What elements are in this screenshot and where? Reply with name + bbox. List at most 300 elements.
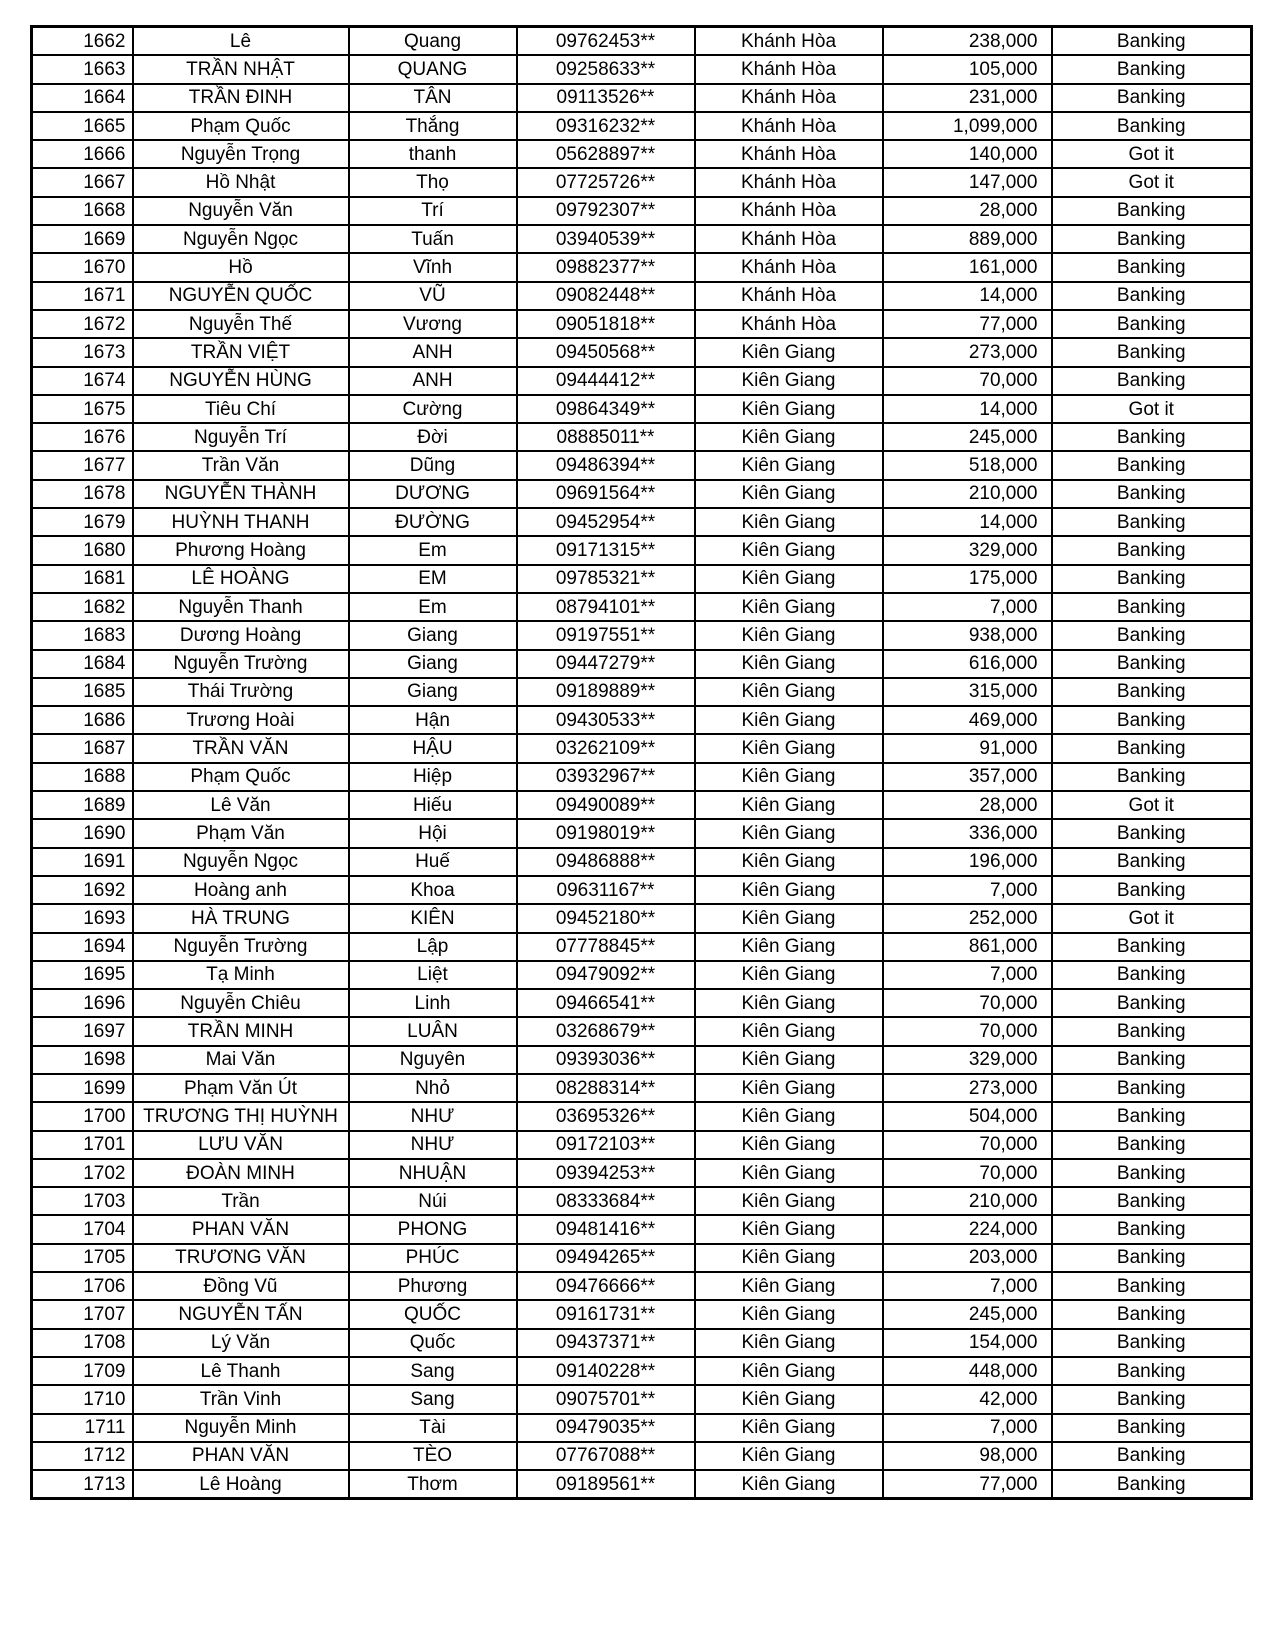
cell-last-name: Tạ Minh xyxy=(133,961,349,989)
cell-amount: 14,000 xyxy=(883,282,1052,310)
cell-province: Kiên Giang xyxy=(695,1357,883,1385)
cell-status: Banking xyxy=(1052,961,1252,989)
cell-status: Banking xyxy=(1052,451,1252,479)
cell-phone: 09882377** xyxy=(517,253,695,281)
cell-last-name: PHAN VĂN xyxy=(133,1442,349,1470)
cell-id: 1680 xyxy=(32,536,133,564)
cell-province: Khánh Hòa xyxy=(695,225,883,253)
cell-first-name: Vương xyxy=(349,310,517,338)
table-row xyxy=(32,734,1252,762)
cell-first-name: VŨ xyxy=(349,282,517,310)
cell-last-name: NGUYỄN HÙNG xyxy=(133,367,349,395)
cell-first-name: Thơm xyxy=(349,1470,517,1499)
cell-amount: 77,000 xyxy=(883,310,1052,338)
cell-province: Kiên Giang xyxy=(695,1102,883,1130)
cell-status: Banking xyxy=(1052,1074,1252,1102)
cell-phone: 09864349** xyxy=(517,395,695,423)
cell-phone: 09161731** xyxy=(517,1300,695,1328)
cell-id: 1689 xyxy=(32,791,133,819)
cell-phone: 08288314** xyxy=(517,1074,695,1102)
table-row xyxy=(32,1244,1252,1272)
cell-last-name: NGUYỄN TẤN xyxy=(133,1300,349,1328)
cell-status: Banking xyxy=(1052,1187,1252,1215)
table-row xyxy=(32,508,1252,536)
cell-amount: 14,000 xyxy=(883,395,1052,423)
cell-last-name: Nguyễn Trường xyxy=(133,933,349,961)
table-row xyxy=(32,282,1252,310)
cell-phone: 09486394** xyxy=(517,451,695,479)
cell-amount: 105,000 xyxy=(883,55,1052,83)
cell-amount: 329,000 xyxy=(883,1046,1052,1074)
cell-id: 1669 xyxy=(32,225,133,253)
cell-id: 1706 xyxy=(32,1272,133,1300)
cell-first-name: Hiếu xyxy=(349,791,517,819)
cell-first-name: ANH xyxy=(349,367,517,395)
cell-last-name: TRẦN ĐINH xyxy=(133,84,349,112)
cell-phone: 09494265** xyxy=(517,1244,695,1272)
cell-phone: 09792307** xyxy=(517,197,695,225)
cell-first-name: Nhỏ xyxy=(349,1074,517,1102)
table-row xyxy=(32,1385,1252,1413)
cell-amount: 154,000 xyxy=(883,1329,1052,1357)
table-row xyxy=(32,565,1252,593)
cell-status: Banking xyxy=(1052,876,1252,904)
cell-status: Banking xyxy=(1052,989,1252,1017)
cell-amount: 70,000 xyxy=(883,367,1052,395)
table-row xyxy=(32,1046,1252,1074)
table-row xyxy=(32,1329,1252,1357)
cell-last-name: Nguyễn Văn xyxy=(133,197,349,225)
cell-phone: 09481416** xyxy=(517,1215,695,1243)
cell-amount: 42,000 xyxy=(883,1385,1052,1413)
cell-amount: 1,099,000 xyxy=(883,112,1052,140)
cell-status: Banking xyxy=(1052,84,1252,112)
cell-phone: 03262109** xyxy=(517,734,695,762)
table-row xyxy=(32,197,1252,225)
cell-amount: 161,000 xyxy=(883,253,1052,281)
cell-first-name: Huế xyxy=(349,848,517,876)
cell-id: 1707 xyxy=(32,1300,133,1328)
cell-province: Khánh Hòa xyxy=(695,197,883,225)
cell-status: Banking xyxy=(1052,678,1252,706)
cell-province: Kiên Giang xyxy=(695,1187,883,1215)
cell-id: 1667 xyxy=(32,168,133,196)
cell-status: Banking xyxy=(1052,1414,1252,1442)
cell-id: 1705 xyxy=(32,1244,133,1272)
cell-first-name: Tuấn xyxy=(349,225,517,253)
cell-id: 1691 xyxy=(32,848,133,876)
cell-status: Banking xyxy=(1052,848,1252,876)
table-row xyxy=(32,706,1252,734)
cell-first-name: EM xyxy=(349,565,517,593)
table-row xyxy=(32,933,1252,961)
cell-first-name: Thọ xyxy=(349,168,517,196)
table-body xyxy=(32,27,1252,1499)
cell-status: Banking xyxy=(1052,706,1252,734)
table-row xyxy=(32,536,1252,564)
cell-province: Kiên Giang xyxy=(695,1215,883,1243)
cell-last-name: Trần Vinh xyxy=(133,1385,349,1413)
cell-status: Banking xyxy=(1052,1357,1252,1385)
cell-id: 1699 xyxy=(32,1074,133,1102)
cell-first-name: Sang xyxy=(349,1357,517,1385)
cell-id: 1701 xyxy=(32,1131,133,1159)
cell-first-name: Hội xyxy=(349,819,517,847)
cell-phone: 09452954** xyxy=(517,508,695,536)
cell-province: Kiên Giang xyxy=(695,1414,883,1442)
cell-last-name: NGUYỄN THÀNH xyxy=(133,480,349,508)
cell-last-name: TRẦN VIỆT xyxy=(133,338,349,366)
cell-last-name: Mai Văn xyxy=(133,1046,349,1074)
cell-phone: 09316232** xyxy=(517,112,695,140)
cell-province: Kiên Giang xyxy=(695,791,883,819)
cell-id: 1703 xyxy=(32,1187,133,1215)
cell-last-name: NGUYỄN QUỐC xyxy=(133,282,349,310)
recipient-table xyxy=(30,25,1253,1500)
cell-amount: 28,000 xyxy=(883,791,1052,819)
cell-first-name: Lập xyxy=(349,933,517,961)
cell-province: Kiên Giang xyxy=(695,508,883,536)
cell-first-name: TÂN xyxy=(349,84,517,112)
cell-first-name: NHƯ xyxy=(349,1131,517,1159)
cell-status: Banking xyxy=(1052,763,1252,791)
cell-amount: 210,000 xyxy=(883,1187,1052,1215)
cell-province: Khánh Hòa xyxy=(695,84,883,112)
cell-status: Banking xyxy=(1052,27,1252,56)
cell-last-name: PHAN VĂN xyxy=(133,1215,349,1243)
cell-first-name: thanh xyxy=(349,140,517,168)
cell-phone: 09691564** xyxy=(517,480,695,508)
cell-province: Kiên Giang xyxy=(695,763,883,791)
table-row xyxy=(32,1442,1252,1470)
cell-status: Got it xyxy=(1052,395,1252,423)
cell-last-name: Nguyễn Trí xyxy=(133,423,349,451)
cell-first-name: QUANG xyxy=(349,55,517,83)
cell-id: 1681 xyxy=(32,565,133,593)
table-row xyxy=(32,1414,1252,1442)
cell-id: 1685 xyxy=(32,678,133,706)
cell-province: Kiên Giang xyxy=(695,1131,883,1159)
table-row xyxy=(32,621,1252,649)
cell-province: Kiên Giang xyxy=(695,706,883,734)
cell-province: Kiên Giang xyxy=(695,451,883,479)
cell-status: Banking xyxy=(1052,565,1252,593)
table-row xyxy=(32,593,1252,621)
cell-status: Banking xyxy=(1052,338,1252,366)
cell-status: Got it xyxy=(1052,791,1252,819)
table-row xyxy=(32,848,1252,876)
cell-last-name: Lý Văn xyxy=(133,1329,349,1357)
table-row xyxy=(32,904,1252,932)
cell-status: Banking xyxy=(1052,1159,1252,1187)
cell-id: 1697 xyxy=(32,1017,133,1045)
cell-status: Banking xyxy=(1052,282,1252,310)
cell-phone: 07725726** xyxy=(517,168,695,196)
cell-phone: 09452180** xyxy=(517,904,695,932)
cell-province: Kiên Giang xyxy=(695,1300,883,1328)
table-row xyxy=(32,1074,1252,1102)
cell-phone: 03695326** xyxy=(517,1102,695,1130)
cell-province: Kiên Giang xyxy=(695,989,883,1017)
cell-province: Khánh Hòa xyxy=(695,140,883,168)
cell-status: Banking xyxy=(1052,1385,1252,1413)
cell-amount: 224,000 xyxy=(883,1215,1052,1243)
cell-id: 1692 xyxy=(32,876,133,904)
cell-phone: 09394253** xyxy=(517,1159,695,1187)
cell-phone: 09444412** xyxy=(517,367,695,395)
table-row xyxy=(32,310,1252,338)
cell-id: 1712 xyxy=(32,1442,133,1470)
cell-id: 1673 xyxy=(32,338,133,366)
cell-first-name: NHƯ xyxy=(349,1102,517,1130)
cell-id: 1696 xyxy=(32,989,133,1017)
cell-amount: 196,000 xyxy=(883,848,1052,876)
table-row xyxy=(32,84,1252,112)
cell-province: Kiên Giang xyxy=(695,480,883,508)
cell-id: 1674 xyxy=(32,367,133,395)
cell-id: 1687 xyxy=(32,734,133,762)
cell-first-name: PHONG xyxy=(349,1215,517,1243)
cell-province: Kiên Giang xyxy=(695,848,883,876)
cell-first-name: Tài xyxy=(349,1414,517,1442)
cell-id: 1708 xyxy=(32,1329,133,1357)
cell-province: Kiên Giang xyxy=(695,1442,883,1470)
table-row xyxy=(32,423,1252,451)
cell-province: Khánh Hòa xyxy=(695,310,883,338)
cell-status: Banking xyxy=(1052,1131,1252,1159)
cell-province: Kiên Giang xyxy=(695,1329,883,1357)
cell-phone: 09075701** xyxy=(517,1385,695,1413)
cell-first-name: TÈO xyxy=(349,1442,517,1470)
cell-province: Kiên Giang xyxy=(695,734,883,762)
cell-phone: 09171315** xyxy=(517,536,695,564)
cell-amount: 7,000 xyxy=(883,876,1052,904)
cell-last-name: Nguyễn Thanh xyxy=(133,593,349,621)
cell-id: 1702 xyxy=(32,1159,133,1187)
cell-last-name: Phạm Văn Út xyxy=(133,1074,349,1102)
cell-phone: 09172103** xyxy=(517,1131,695,1159)
cell-status: Banking xyxy=(1052,1244,1252,1272)
cell-province: Kiên Giang xyxy=(695,1470,883,1499)
table-row xyxy=(32,791,1252,819)
cell-id: 1678 xyxy=(32,480,133,508)
table-row xyxy=(32,1300,1252,1328)
cell-first-name: Giang xyxy=(349,621,517,649)
cell-phone: 09051818** xyxy=(517,310,695,338)
cell-phone: 03932967** xyxy=(517,763,695,791)
cell-amount: 273,000 xyxy=(883,338,1052,366)
cell-id: 1662 xyxy=(32,27,133,56)
cell-first-name: Linh xyxy=(349,989,517,1017)
cell-phone: 09490089** xyxy=(517,791,695,819)
cell-first-name: Cường xyxy=(349,395,517,423)
cell-province: Kiên Giang xyxy=(695,1244,883,1272)
cell-phone: 09631167** xyxy=(517,876,695,904)
cell-status: Got it xyxy=(1052,140,1252,168)
cell-status: Got it xyxy=(1052,904,1252,932)
cell-amount: 7,000 xyxy=(883,593,1052,621)
cell-status: Banking xyxy=(1052,536,1252,564)
cell-province: Khánh Hòa xyxy=(695,112,883,140)
table-row xyxy=(32,112,1252,140)
table-row xyxy=(32,55,1252,83)
cell-status: Banking xyxy=(1052,1017,1252,1045)
cell-first-name: Đời xyxy=(349,423,517,451)
cell-status: Banking xyxy=(1052,508,1252,536)
cell-last-name: Phạm Quốc xyxy=(133,112,349,140)
cell-status: Banking xyxy=(1052,1272,1252,1300)
cell-amount: 889,000 xyxy=(883,225,1052,253)
cell-amount: 504,000 xyxy=(883,1102,1052,1130)
cell-id: 1690 xyxy=(32,819,133,847)
cell-first-name: PHÚC xyxy=(349,1244,517,1272)
cell-id: 1686 xyxy=(32,706,133,734)
cell-phone: 09450568** xyxy=(517,338,695,366)
cell-amount: 77,000 xyxy=(883,1470,1052,1499)
cell-amount: 938,000 xyxy=(883,621,1052,649)
cell-amount: 448,000 xyxy=(883,1357,1052,1385)
table-row xyxy=(32,225,1252,253)
cell-amount: 70,000 xyxy=(883,1159,1052,1187)
table-row xyxy=(32,1272,1252,1300)
cell-status: Banking xyxy=(1052,621,1252,649)
table-row xyxy=(32,367,1252,395)
cell-last-name: LƯU VĂN xyxy=(133,1131,349,1159)
cell-status: Banking xyxy=(1052,1470,1252,1499)
cell-phone: 09430533** xyxy=(517,706,695,734)
cell-amount: 14,000 xyxy=(883,508,1052,536)
cell-province: Kiên Giang xyxy=(695,819,883,847)
cell-phone: 07778845** xyxy=(517,933,695,961)
cell-first-name: NHUẬN xyxy=(349,1159,517,1187)
cell-status: Banking xyxy=(1052,197,1252,225)
cell-province: Khánh Hòa xyxy=(695,55,883,83)
cell-last-name: TRẦN NHẬT xyxy=(133,55,349,83)
cell-phone: 08885011** xyxy=(517,423,695,451)
cell-id: 1666 xyxy=(32,140,133,168)
cell-id: 1663 xyxy=(32,55,133,83)
cell-status: Banking xyxy=(1052,367,1252,395)
cell-first-name: Em xyxy=(349,536,517,564)
cell-province: Kiên Giang xyxy=(695,1017,883,1045)
cell-last-name: Nguyễn Trọng xyxy=(133,140,349,168)
table-row xyxy=(32,1102,1252,1130)
cell-first-name: DƯƠNG xyxy=(349,480,517,508)
cell-last-name: Nguyễn Minh xyxy=(133,1414,349,1442)
cell-amount: 203,000 xyxy=(883,1244,1052,1272)
cell-province: Kiên Giang xyxy=(695,650,883,678)
cell-status: Banking xyxy=(1052,819,1252,847)
table-row xyxy=(32,27,1252,56)
cell-province: Kiên Giang xyxy=(695,1159,883,1187)
table-row xyxy=(32,763,1252,791)
cell-last-name: TRẦN MINH xyxy=(133,1017,349,1045)
cell-phone: 09393036** xyxy=(517,1046,695,1074)
cell-last-name: Trần xyxy=(133,1187,349,1215)
cell-id: 1709 xyxy=(32,1357,133,1385)
cell-province: Kiên Giang xyxy=(695,1046,883,1074)
cell-amount: 210,000 xyxy=(883,480,1052,508)
cell-last-name: Tiêu Chí xyxy=(133,395,349,423)
cell-amount: 357,000 xyxy=(883,763,1052,791)
cell-status: Banking xyxy=(1052,1102,1252,1130)
cell-phone: 09082448** xyxy=(517,282,695,310)
cell-phone: 03268679** xyxy=(517,1017,695,1045)
cell-id: 1698 xyxy=(32,1046,133,1074)
cell-amount: 7,000 xyxy=(883,1414,1052,1442)
cell-province: Kiên Giang xyxy=(695,1074,883,1102)
cell-first-name: Quốc xyxy=(349,1329,517,1357)
cell-phone: 09479092** xyxy=(517,961,695,989)
cell-last-name: Lê Thanh xyxy=(133,1357,349,1385)
cell-phone: 08333684** xyxy=(517,1187,695,1215)
table-row xyxy=(32,1215,1252,1243)
cell-first-name: LUÂN xyxy=(349,1017,517,1045)
cell-province: Khánh Hòa xyxy=(695,282,883,310)
cell-phone: 09466541** xyxy=(517,989,695,1017)
cell-last-name: Trần Văn xyxy=(133,451,349,479)
cell-last-name: Nguyễn Ngọc xyxy=(133,225,349,253)
cell-id: 1676 xyxy=(32,423,133,451)
cell-last-name: Lê xyxy=(133,27,349,56)
cell-phone: 09476666** xyxy=(517,1272,695,1300)
cell-id: 1704 xyxy=(32,1215,133,1243)
cell-amount: 518,000 xyxy=(883,451,1052,479)
cell-first-name: Sang xyxy=(349,1385,517,1413)
cell-last-name: Nguyễn Trường xyxy=(133,650,349,678)
cell-phone: 09198019** xyxy=(517,819,695,847)
cell-id: 1665 xyxy=(32,112,133,140)
cell-last-name: Lê Văn xyxy=(133,791,349,819)
cell-status: Banking xyxy=(1052,112,1252,140)
cell-phone: 09197551** xyxy=(517,621,695,649)
table-row xyxy=(32,1131,1252,1159)
table-row xyxy=(32,989,1252,1017)
cell-amount: 273,000 xyxy=(883,1074,1052,1102)
cell-amount: 252,000 xyxy=(883,904,1052,932)
cell-phone: 09447279** xyxy=(517,650,695,678)
cell-status: Banking xyxy=(1052,480,1252,508)
cell-id: 1713 xyxy=(32,1470,133,1499)
cell-amount: 140,000 xyxy=(883,140,1052,168)
cell-first-name: Nguyên xyxy=(349,1046,517,1074)
cell-last-name: TRẦN VĂN xyxy=(133,734,349,762)
cell-amount: 7,000 xyxy=(883,1272,1052,1300)
cell-province: Khánh Hòa xyxy=(695,253,883,281)
cell-province: Kiên Giang xyxy=(695,565,883,593)
cell-id: 1675 xyxy=(32,395,133,423)
cell-province: Khánh Hòa xyxy=(695,168,883,196)
table-row xyxy=(32,395,1252,423)
cell-last-name: Hồ Nhật xyxy=(133,168,349,196)
table-row xyxy=(32,1357,1252,1385)
cell-status: Got it xyxy=(1052,168,1252,196)
cell-id: 1664 xyxy=(32,84,133,112)
table-row xyxy=(32,140,1252,168)
table-row xyxy=(32,1470,1252,1499)
cell-amount: 70,000 xyxy=(883,1017,1052,1045)
table-row xyxy=(32,168,1252,196)
cell-province: Kiên Giang xyxy=(695,338,883,366)
cell-first-name: Trí xyxy=(349,197,517,225)
cell-amount: 336,000 xyxy=(883,819,1052,847)
cell-id: 1694 xyxy=(32,933,133,961)
cell-last-name: Nguyễn Chiêu xyxy=(133,989,349,1017)
table-row xyxy=(32,678,1252,706)
cell-id: 1688 xyxy=(32,763,133,791)
cell-first-name: Giang xyxy=(349,678,517,706)
cell-last-name: Phạm Quốc xyxy=(133,763,349,791)
